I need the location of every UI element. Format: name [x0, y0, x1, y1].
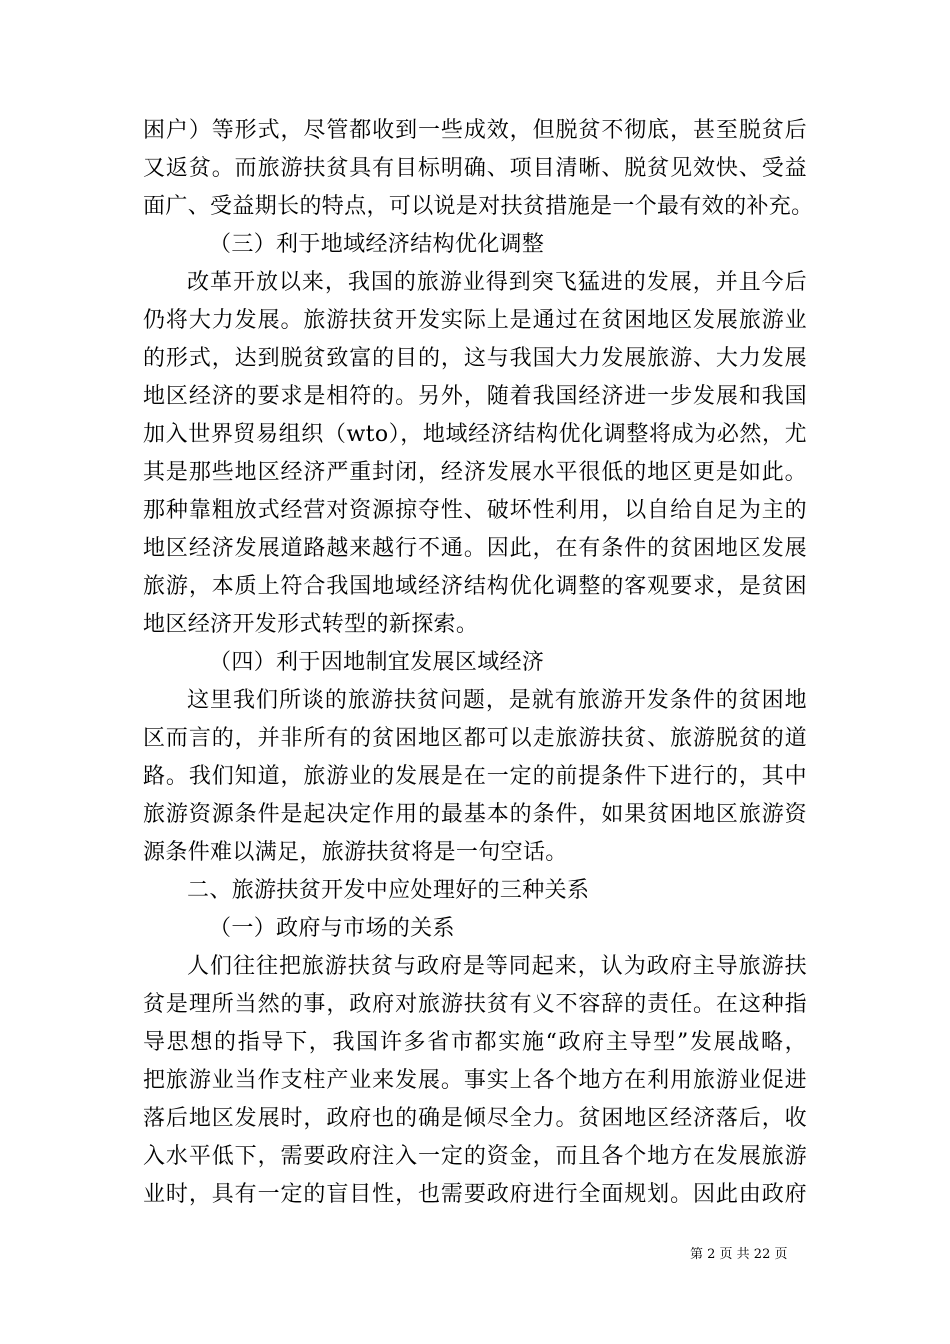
- text-line: 又返贫。而旅游扶贫具有目标明确、项目清晰、脱贫见效快、受益: [143, 156, 807, 181]
- text-line: （四）利于因地制宜发展区域经济: [209, 650, 545, 675]
- text-line: 地区经济发展道路越来越行不通。因此，在有条件的贫困地区发展: [143, 536, 807, 561]
- text-line: 把旅游业当作支柱产业来发展。事实上各个地方在利用旅游业促进: [143, 1068, 807, 1093]
- text-line: 业时，具有一定的盲目性，也需要政府进行全面规划。因此由政府: [143, 1182, 807, 1207]
- text-line: 入水平低下，需要政府注入一定的资金，而且各个地方在发展旅游: [143, 1144, 807, 1169]
- text-line: （一）政府与市场的关系: [209, 916, 455, 941]
- text-line: 人们往往把旅游扶贫与政府是等同起来，认为政府主导旅游扶: [187, 954, 807, 979]
- text-line: 仍将大力发展。旅游扶贫开发实际上是通过在贫困地区发展旅游业: [143, 308, 807, 333]
- text-line: 贫是理所当然的事，政府对旅游扶贫有义不容辞的责任。在这种指: [143, 992, 807, 1017]
- text-line: 旅游，本质上符合我国地域经济结构优化调整的客观要求，是贫困: [143, 574, 807, 599]
- text-line: 旅游资源条件是起决定作用的最基本的条件，如果贫困地区旅游资: [143, 802, 807, 827]
- text-line: 落后地区发展时，政府也的确是倾尽全力。贫困地区经济落后，收: [143, 1106, 807, 1131]
- text-line: 其是那些地区经济严重封闭，经济发展水平很低的地区更是如此。: [143, 460, 807, 485]
- text-line: 这里我们所谈的旅游扶贫问题，是就有旅游开发条件的贫困地: [187, 688, 807, 713]
- text-line: （三）利于地域经济结构优化调整: [209, 232, 545, 257]
- text-line: 区而言的，并非所有的贫困地区都可以走旅游扶贫、旅游脱贫的道: [143, 726, 807, 751]
- text-line: 加入世界贸易组织（wto），地域经济结构优化调整将成为必然，尤: [143, 422, 807, 447]
- document-body: [143, 112, 814, 1214]
- text-line: 的形式，达到脱贫致富的目的，这与我国大力发展旅游、大力发展: [143, 346, 807, 371]
- page-number-footer: 第 2 页 共 22 页: [690, 1247, 788, 1262]
- text-line: 源条件难以满足，旅游扶贫将是一句空话。: [143, 840, 568, 865]
- text-line: 面广、受益期长的特点，可以说是对扶贫措施是一个最有效的补充。: [143, 194, 814, 219]
- text-line: 地区经济开发形式转型的新探索。: [143, 612, 479, 637]
- text-line: 导思想的指导下，我国许多省市都实施“政府主导型”发展战略，: [143, 1030, 807, 1055]
- text-line: 路。我们知道，旅游业的发展是在一定的前提条件下进行的，其中: [143, 764, 807, 789]
- text-line: 地区经济的要求是相符的。另外，随着我国经济进一步发展和我国: [143, 384, 807, 409]
- text-line: 二、旅游扶贫开发中应处理好的三种关系: [187, 878, 590, 903]
- text-line: 改革开放以来，我国的旅游业得到突飞猛进的发展，并且今后: [187, 270, 807, 295]
- text-line: 困户）等形式，尽管都收到一些成效，但脱贫不彻底，甚至脱贫后: [143, 118, 807, 143]
- text-line: 那种靠粗放式经营对资源掠夺性、破坏性利用，以自给自足为主的: [143, 498, 807, 523]
